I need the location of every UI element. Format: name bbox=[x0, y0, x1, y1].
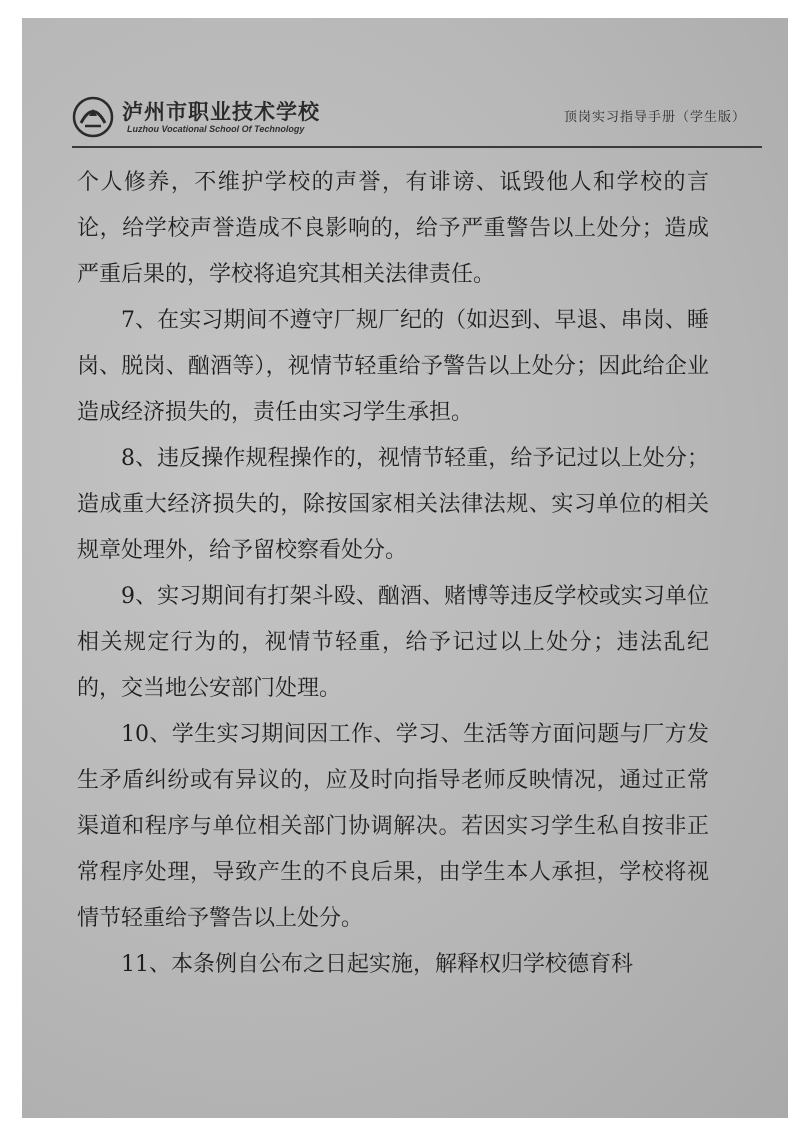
paragraph-item-8: 8、违反操作规程操作的，视情节轻重，给予记过以上处分；造成重大经济损失的，除按国家相关法律法规、实习单位的相关规章处理外，给予留校察看处分。 bbox=[77, 446, 709, 563]
document-body bbox=[77, 160, 709, 988]
scanned-page bbox=[22, 18, 788, 1118]
paragraph-item-7: 7、在实习期间不遵守厂规厂纪的（如迟到、早退、串岗、睡岗、脱岗、酗酒等），视情节轻重给予警告以上处分；因此给企业造成经济损失的，责任由实习学生承担。 bbox=[77, 308, 709, 425]
header-divider bbox=[72, 146, 762, 148]
page-header bbox=[72, 94, 762, 154]
paragraph-item-9: 9、实习期间有打架斗殴、酗酒、赌博等违反学校或实习单位相关规定行为的，视情节轻重，给予记过以上处分；违法乱纪的，交当地公安部门处理。 bbox=[77, 584, 709, 701]
school-name-chinese: 泸州市职业技术学校 bbox=[122, 100, 320, 124]
school-name-english: Luzhou Vocational School Of Technology bbox=[127, 124, 305, 134]
school-logo-icon bbox=[72, 96, 114, 138]
handbook-title: 顶岗实习指导手册（学生版） bbox=[563, 110, 746, 125]
paragraph-item-10: 10、学生实习期间因工作、学习、生活等方面问题与厂方发生矛盾纠纷或有异议的，应及时向指导老师反映情况，通过正常渠道和程序与单位相关部门协调解决。若因实习学生私自按非正常程序处理，导致产生的不良后果，由学生本人承担，学校将视情节轻重给予警告以上处分。 bbox=[77, 722, 709, 931]
paragraph-continued: 个人修养，不维护学校的声誉，有诽谤、诋毁他人和学校的言论，给学校声誉造成不良影响的，给予严重警告以上处分；造成严重后果的，学校将追究其相关法律责任。 bbox=[77, 170, 709, 287]
paragraph-item-11: 11、本条例自公布之日起实施，解释权归学校德育科 bbox=[121, 952, 633, 977]
